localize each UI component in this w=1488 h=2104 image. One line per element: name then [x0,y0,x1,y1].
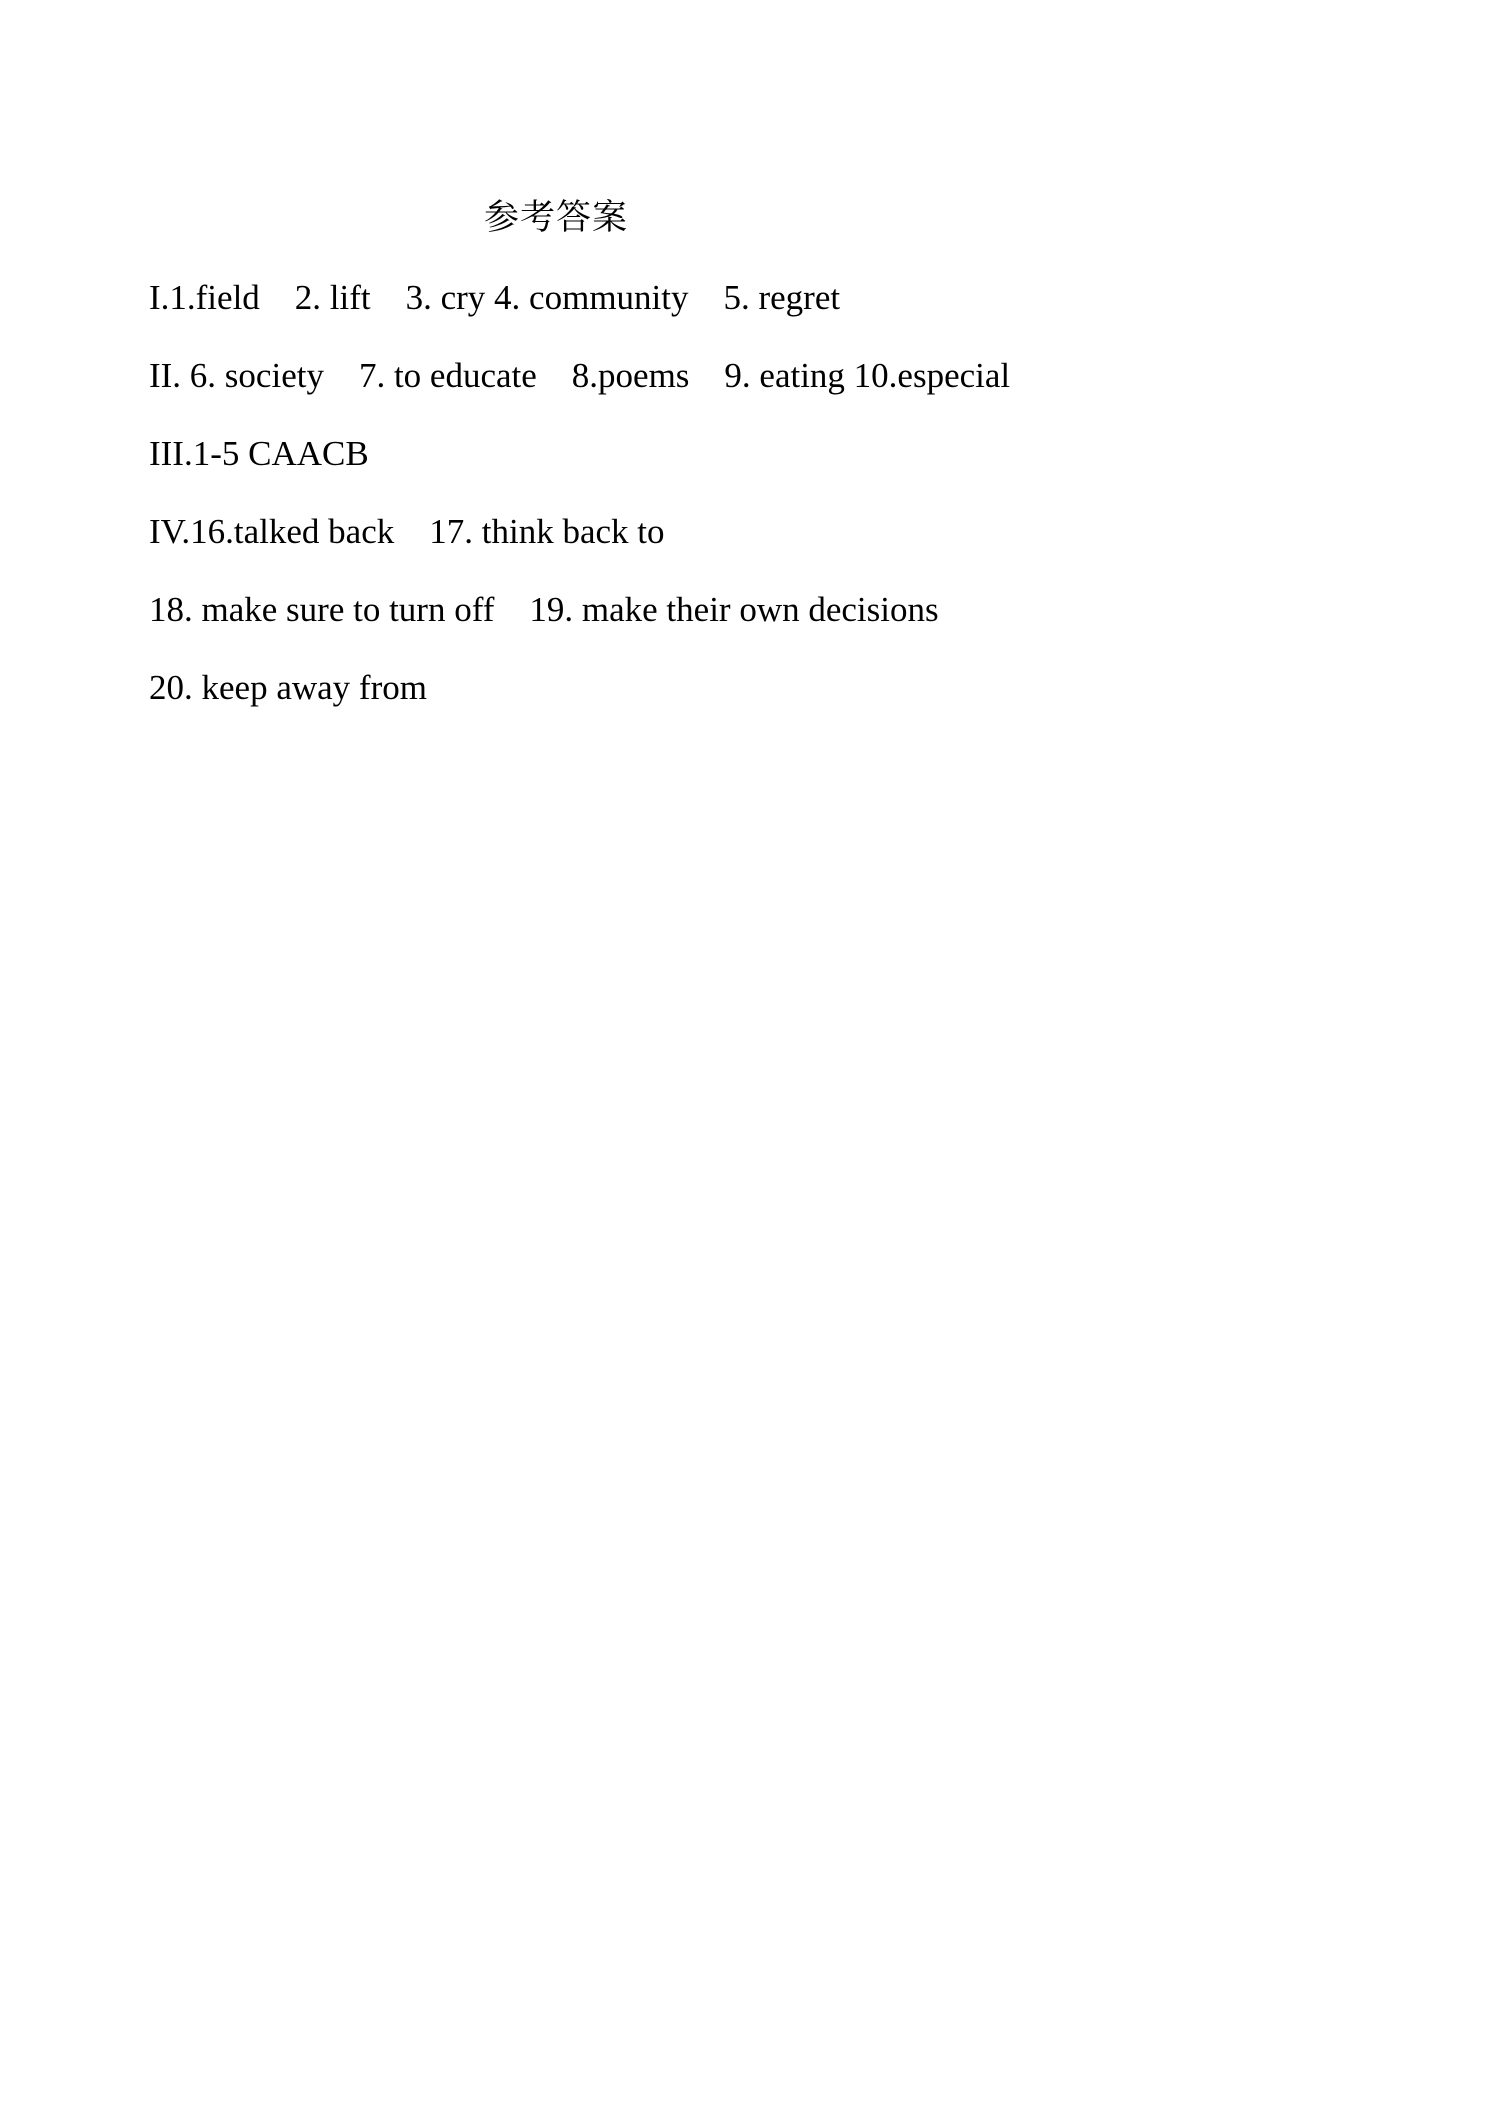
answer-line-section-4: IV.16.talked back 17. think back to [149,512,665,551]
answer-line-section-3: III.1-5 CAACB [149,434,369,473]
answer-line-section-4-end: 20. keep away from [149,668,427,707]
answer-line-section-4-cont: 18. make sure to turn off 19. make their own decisions [149,590,939,629]
answer-line-section-1: I.1.field 2. lift 3. cry 4. community 5. regret [149,278,841,317]
answer-key-title: 参考答案 [484,198,629,238]
answer-line-section-2: II. 6. society 7. to educate 8.poems 9. eating 10.especial [149,356,1011,395]
